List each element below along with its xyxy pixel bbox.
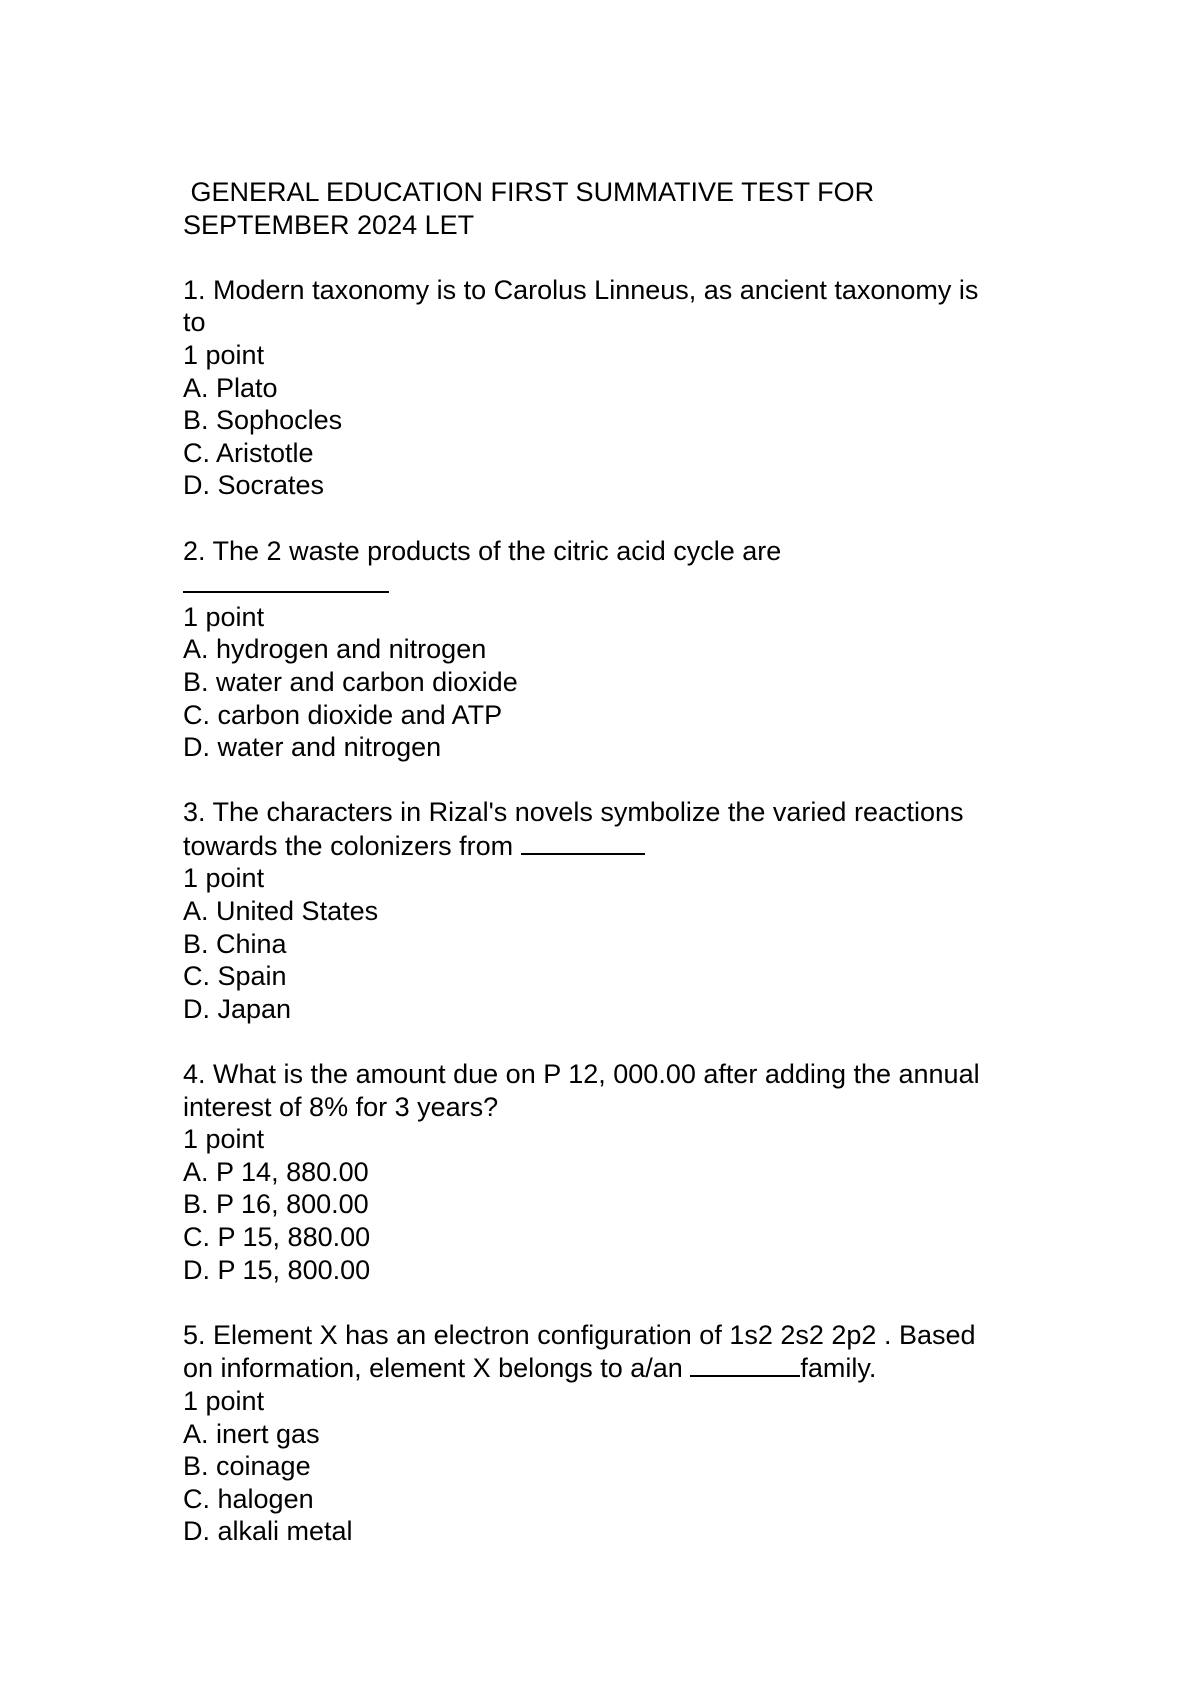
question-4 (183, 1058, 1043, 1286)
question-5-stem-line-2-after: family. (800, 1353, 877, 1384)
choice-a: A. Plato (183, 372, 278, 403)
question-1-points: 1 point (183, 339, 265, 370)
question-3-stem-line-1: 3. The characters in Rizal's novels symbolize the varied reactions (183, 797, 964, 828)
choice-c: C. carbon dioxide and ATP (183, 699, 503, 730)
question-2-stem-line-1: 2. The 2 waste products of the citric acid cycle are (183, 535, 782, 566)
choice-b: B. Sophocles (183, 405, 343, 436)
question-2-answer-blank-line (183, 567, 1043, 601)
question-5 (183, 1319, 1043, 1548)
question-1-stem-line-2: to (183, 307, 206, 338)
question-1-stem-line-1: 1. Modern taxonomy is to Carolus Linneus, as ancient taxonomy is (183, 274, 979, 305)
question-5-choices (183, 1418, 1043, 1548)
question-3-choices (183, 895, 1043, 1025)
choice-d: D. P 15, 800.00 (183, 1254, 371, 1285)
choice-a: A. hydrogen and nitrogen (183, 634, 487, 665)
page-title (183, 176, 1043, 241)
question-1-choices (183, 372, 1043, 502)
choice-c: C. Aristotle (183, 437, 314, 468)
answer-blank (690, 1351, 800, 1377)
question-4-choices (183, 1156, 1043, 1286)
question-2-choices (183, 633, 1043, 763)
choice-b: B. China (183, 928, 287, 959)
choice-d: D. water and nitrogen (183, 732, 442, 763)
question-4-stem-line-2: interest of 8% for 3 years? (183, 1091, 499, 1122)
question-5-stem-line-2-wrap (183, 1351, 1043, 1385)
test-page (183, 176, 1043, 1548)
question-3-points: 1 point (183, 863, 265, 894)
question-2-points: 1 point (183, 601, 265, 632)
choice-a: A. inert gas (183, 1418, 320, 1449)
choice-b: B. coinage (183, 1451, 311, 1482)
question-3 (183, 796, 1043, 1025)
question-3-stem-line-2-wrap (183, 829, 1043, 863)
choice-c: C. Spain (183, 961, 287, 992)
question-4-points: 1 point (183, 1124, 265, 1155)
answer-blank (521, 829, 645, 855)
choice-b: B. water and carbon dioxide (183, 666, 518, 697)
choice-a: A. United States (183, 896, 379, 927)
choice-d: D. alkali metal (183, 1516, 353, 1547)
question-3-stem-line-2: towards the colonizers from (183, 830, 514, 861)
question-1 (183, 274, 1043, 502)
choice-c: C. halogen (183, 1483, 314, 1514)
choice-c: C. P 15, 880.00 (183, 1222, 371, 1252)
choice-b: B. P 16, 800.00 (183, 1189, 369, 1220)
question-4-stem-line-1: 4. What is the amount due on P 12, 000.00 after adding the annual (183, 1059, 980, 1090)
choice-d: D. Japan (183, 993, 292, 1024)
question-5-stem-line-1: 5. Element X has an electron configuration of 1s2 2s2 2p2 . Based (183, 1319, 976, 1350)
title-line-2: SEPTEMBER 2024 LET (183, 209, 475, 240)
answer-blank (183, 567, 389, 593)
choice-d: D. Socrates (183, 470, 325, 501)
title-line-1: GENERAL EDUCATION FIRST SUMMATIVE TEST FOR (183, 177, 875, 207)
question-5-points: 1 point (183, 1385, 265, 1416)
question-2 (183, 535, 1043, 764)
question-5-stem-line-2-before: on information, element X belongs to a/an (183, 1353, 691, 1384)
choice-a: A. P 14, 880.00 (183, 1156, 369, 1187)
